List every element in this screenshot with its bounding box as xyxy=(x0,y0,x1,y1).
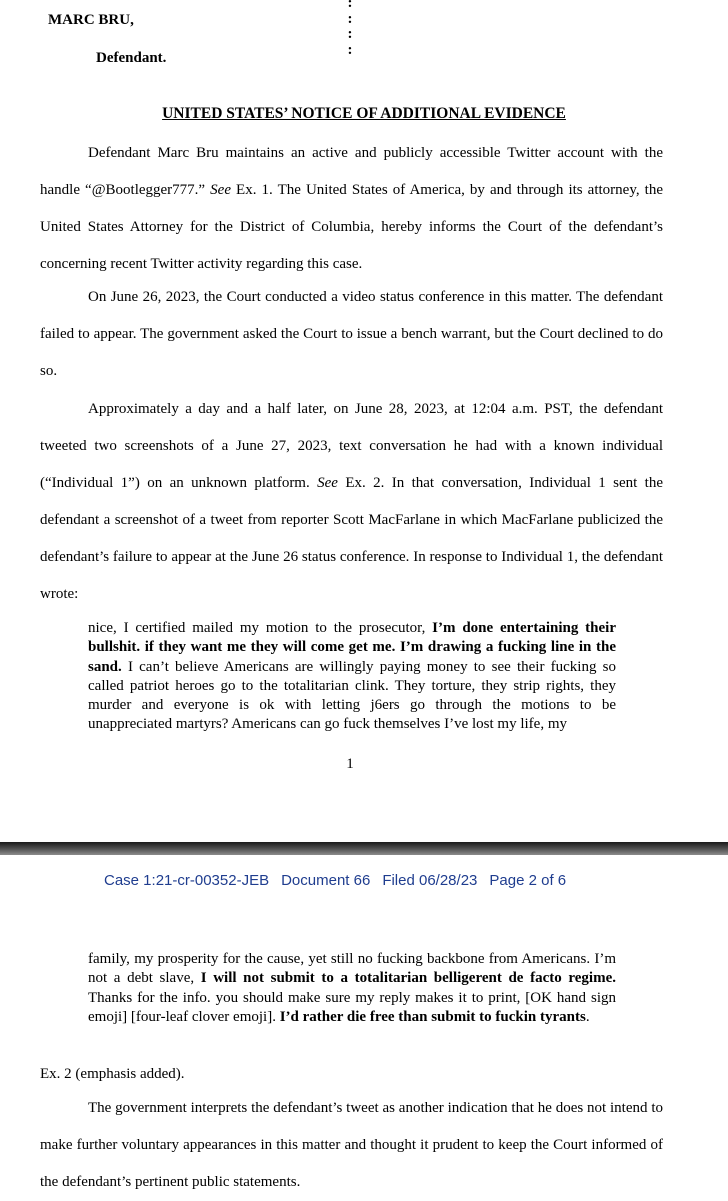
page-number: 1 xyxy=(346,756,354,772)
page-indicator: Page 2 of 6 xyxy=(489,872,567,889)
paragraph-status-conference: On June 26, 2023, the Court conducted a video status conference in this matter. The defendant failed to appear. The government asked the Court to issue a bench warrant, but the Court declined to do so. xyxy=(40,289,663,379)
document-number: Document 66 xyxy=(281,872,371,889)
colon: : xyxy=(347,0,353,11)
case-number: Case 1:21-cr-00352-JEB xyxy=(104,872,270,889)
see-signal: See xyxy=(210,182,231,198)
see-signal: See xyxy=(317,475,338,491)
caption-colons xyxy=(344,0,356,58)
paragraph-government-interpretation: The government interprets the defendant’s tweet as another indication that he does not intend to make further voluntary appearances in this matter and thought it prudent to keep the Court informed of the defendant’s pertinent public statements. xyxy=(40,1100,663,1190)
caption-defendant-name: MARC BRU, xyxy=(48,12,134,28)
colon: : xyxy=(347,10,353,27)
filed-date: Filed 06/28/23 xyxy=(382,872,478,889)
colon: : xyxy=(347,41,353,58)
block-quote-part-1: nice, I certified mailed my motion to the prosecutor, I’m done entertaining their bullshit. if they want me they will come get me. I’m drawing a fucking line in the sand. I can’t believe Americans are willingly paying money to see their fucking so called patriot heroes go to the totalitarian clink. They torture, they strip rights, they murder and everyone is ok with letting j6ers go through the motions to be unappreciated martyrs? Americans can go fuck themselves I’ve lost my life, my xyxy=(88,620,616,733)
paragraph-twitter-account: Defendant Marc Bru maintains an active and publicly accessible Twitter account with the handle “@Bootlegger777.” See Ex. 1. The United States of America, by and through its attorney, the United States Attorney for the District of Columbia, hereby informs the Court of the defendant’s concerning recent Twitter activity regarding this case. xyxy=(40,145,663,272)
page-divider xyxy=(0,842,728,855)
emphasis: I’m done entertaining their bullshit. if they want me they will come get me. I’m drawing a fucking line in the sand. xyxy=(88,620,616,675)
caption-defendant-role: Defendant. xyxy=(96,50,167,66)
exhibit-reference: Ex. 2 (emphasis added). xyxy=(40,1066,185,1082)
paragraph-tweet-description: Approximately a day and a half later, on June 28, 2023, at 12:04 a.m. PST, the defendant tweeted two screenshots of a June 27, 2023, text conversation he had with a known individual (“Individual 1”) on an unknown platform. See Ex. 2. In that conversation, Individual 1 sent the defendant a screenshot of a tweet from reporter Scott MacFarlane in which MacFarlane publicized the defendant’s failure to appear at the June 26 status conference. In response to Individual 1, the defendant wrote: xyxy=(40,401,663,602)
emphasis: I’d rather die free than submit to fuckin tyrants xyxy=(279,1008,586,1025)
block-quote-part-2: family, my prosperity for the cause, yet still no fucking backbone from Americans. I’m not a debt slave, I will not submit to a totalitarian belligerent de facto regime. Thanks for the info. you should make sure my reply makes it to print, [OK hand sign emoji] [four-leaf clover emoji]. I’d rather die free than submit to fuckin tyrants. xyxy=(88,951,616,1025)
document-title: UNITED STATES’ NOTICE OF ADDITIONAL EVIDENCE xyxy=(162,105,566,122)
emphasis: I will not submit to a totalitarian belligerent de facto regime. xyxy=(200,970,616,987)
colon: : xyxy=(347,26,353,42)
case-header xyxy=(104,872,578,889)
